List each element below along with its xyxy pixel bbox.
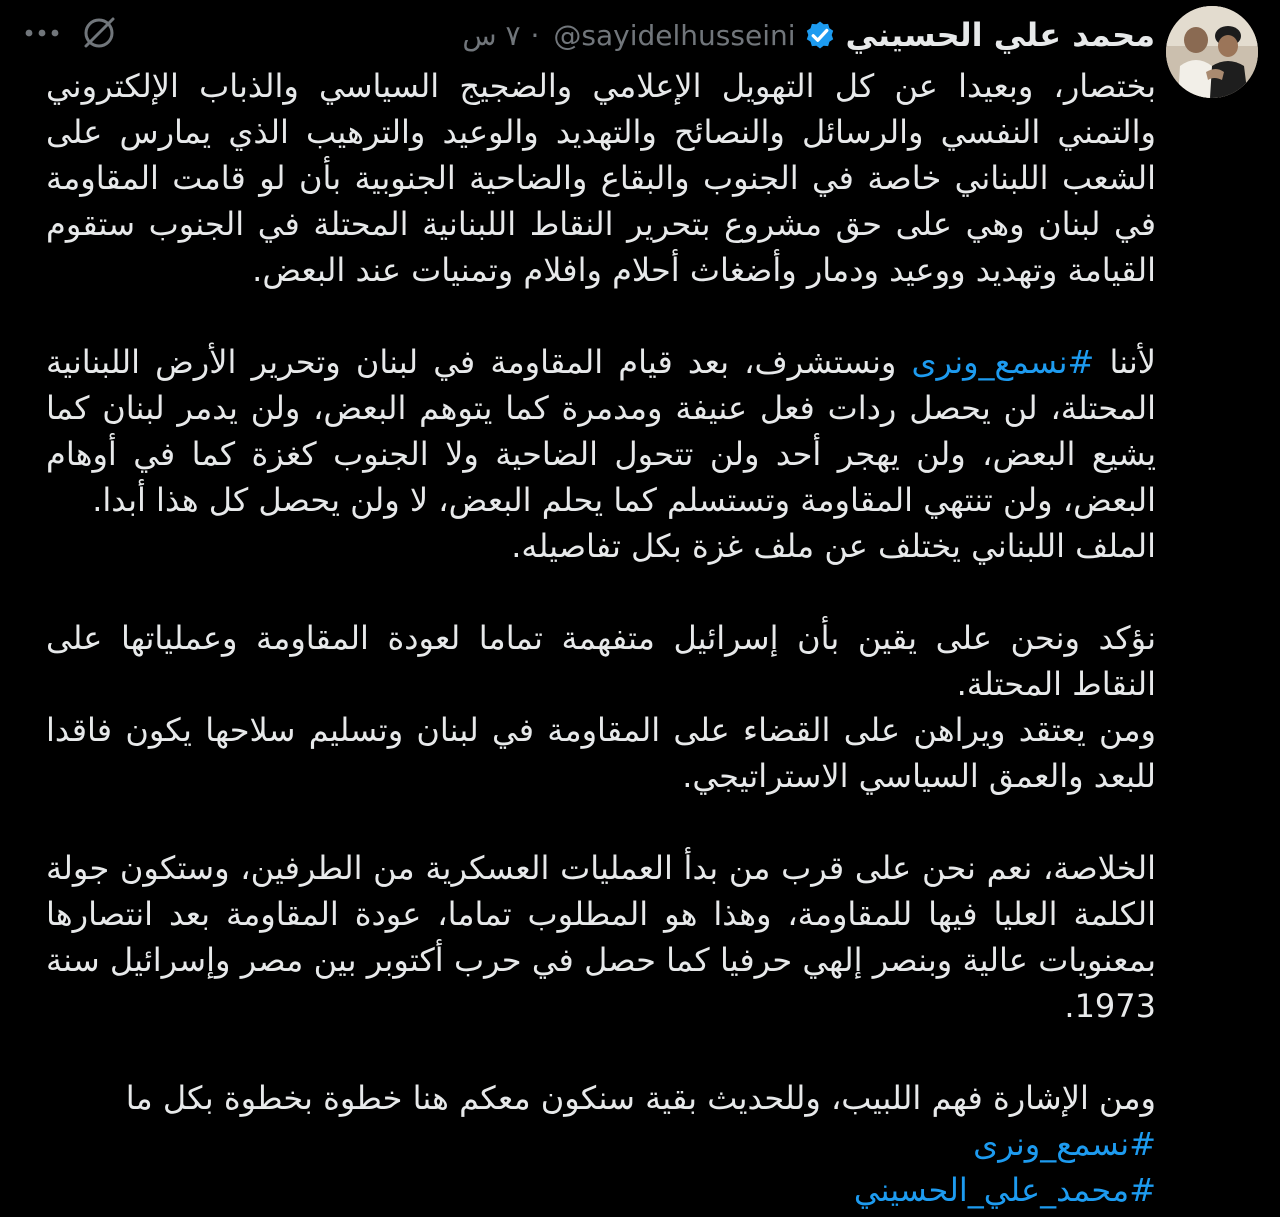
paragraph-4: الخلاصة، نعم نحن على قرب من بدأ العمليات العسكرية من الطرفين، وستكون جولة الكلمة العليا فيها للمقاومة، وهذا هو المطلوب تماما، عودة المقاومة بعد انتصارها بمعنويات عالية وبنصر إلهي حرفيا كما حصل في حرب أكتوبر بين مصر وإسرائيل سنة 1973. <box>46 849 1156 1025</box>
display-name[interactable]: محمد علي الحسيني <box>845 16 1155 54</box>
paragraph-2 <box>46 339 1156 569</box>
separator-dot: · <box>530 18 540 52</box>
paragraph-2-last-line: الملف اللبناني يختلف عن ملف غزة بكل تفاصيله. <box>511 527 1156 565</box>
timestamp[interactable]: ٧ س <box>462 18 521 52</box>
paragraph-2-text: ونستشرف، بعد قيام المقاومة في لبنان وتحرير الأرض اللبنانية المحتلة، لن يحصل ردات فعل عنيفة ومدمرة كما يتوهم البعض، ولن يدمر لبنان كما يشيع البعض، ولن يهجر أحد ولن تتحول الضاحية ولا الجنوب كغزة كما في أوهام البعض، ولن تنتهي المقاومة وتستسلم كما يحلم البعض، لا ولن يحصل كل هذا أبدا. <box>46 343 1156 519</box>
verified-badge-icon[interactable] <box>802 17 838 53</box>
avatar[interactable] <box>1166 6 1258 98</box>
tweet-text <box>46 63 1156 1213</box>
paragraph-1: بختصار، وبعيدا عن كل التهويل الإعلامي والضجيج السياسي والذباب الإلكتروني والتمني النفسي والرسائل والنصائح والتهديد والوعيد والترهيب الذي يمارس على الشعب اللبناني خاصة في الجنوب والبقاع والضاحية الجنوبية بأن لو قامت المقاومة في لبنان وهي على حق مشروع بتحرير النقاط اللبنانية المحتلة في الجنوب ستقوم القيامة وتهديد ووعيد ودمار وأضغاث أحلام وافلام وتمنيات عند البعض. <box>46 67 1156 289</box>
more-options-icon[interactable] <box>22 20 62 46</box>
paragraph-3 <box>46 615 1156 799</box>
paragraph-2-start: لأننا <box>1109 343 1157 381</box>
paragraph-5 <box>46 1075 1156 1213</box>
paragraph-5-text: ومن الإشارة فهم اللبيب، وللحديث بقية سنكون معكم هنا خطوة بخطوة بكل ما <box>125 1079 1156 1117</box>
hashtag-link[interactable]: #نسمع_ونرى <box>973 1125 1156 1163</box>
tweet-header <box>462 8 1155 62</box>
grok-icon[interactable] <box>80 14 118 52</box>
paragraph-3-a: نؤكد ونحن على يقين بأن إسرائيل متفهمة تماما لعودة المقاومة وعملياتها على النقاط المحتلة. <box>46 619 1156 703</box>
hashtag-link[interactable]: #نسمع_ونرى <box>911 343 1095 381</box>
paragraph-3-b: ومن يعتقد ويراهن على القضاء على المقاومة في لبنان وتسليم سلاحها يكون فاقدا للبعد والعمق السياسي الاستراتيجي. <box>46 711 1156 795</box>
handle[interactable]: @sayidelhusseini <box>553 18 796 52</box>
profile-photo-icon <box>1166 6 1258 98</box>
hashtag-link[interactable]: #محمد_علي_الحسيني <box>853 1171 1156 1209</box>
